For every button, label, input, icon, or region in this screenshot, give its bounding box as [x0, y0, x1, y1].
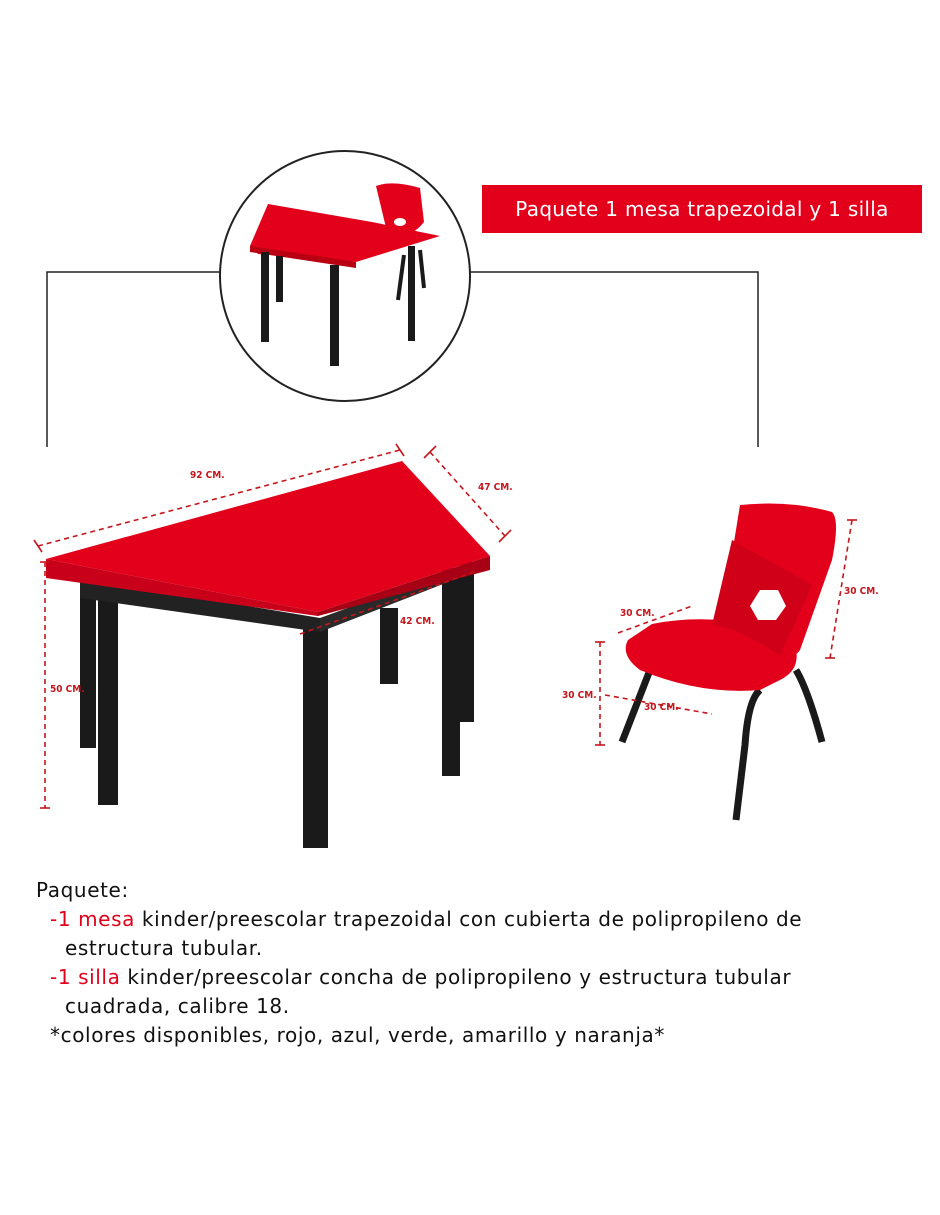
dim-chair-seat-width: 30 CM. [620, 608, 655, 619]
product-description [36, 876, 916, 1050]
item-table [36, 905, 916, 934]
connector-line-left [47, 272, 222, 447]
colors-note: *colores disponibles, rojo, azul, verde, amarillo y naranja* [50, 1023, 665, 1047]
item-chair-highlight: -1 silla [50, 965, 121, 989]
item-table-highlight: -1 mesa [50, 907, 135, 931]
dim-table-height: 50 CM. [50, 684, 85, 695]
dim-table-depth: 47 CM. [478, 482, 513, 493]
item-table-cont: estructura tubular. [65, 936, 263, 960]
package-banner: Paquete 1 mesa trapezoidal y 1 silla [482, 185, 922, 233]
item-chair-cont: cuadrada, calibre 18. [65, 994, 290, 1018]
dim-chair-seat-depth: 30 CM. [644, 702, 679, 713]
description-heading: Paquete: [36, 878, 129, 902]
item-table-text: kinder/preescolar trapezoidal con cubierta de polipropileno de [134, 907, 803, 931]
preview-circle [220, 151, 470, 401]
connector-line-right [470, 272, 758, 447]
chair-illustration [622, 504, 836, 820]
item-chair [36, 963, 916, 992]
table-illustration [46, 461, 490, 848]
dim-chair-back-height: 30 CM. [844, 586, 879, 597]
dim-table-length: 92 CM. [190, 470, 225, 481]
dim-table-inner-width: 42 CM. [400, 616, 435, 627]
dim-chair-seat-height: 30 CM. [562, 690, 597, 701]
item-chair-text: kinder/preescolar concha de polipropileno y estructura tubular [120, 965, 792, 989]
